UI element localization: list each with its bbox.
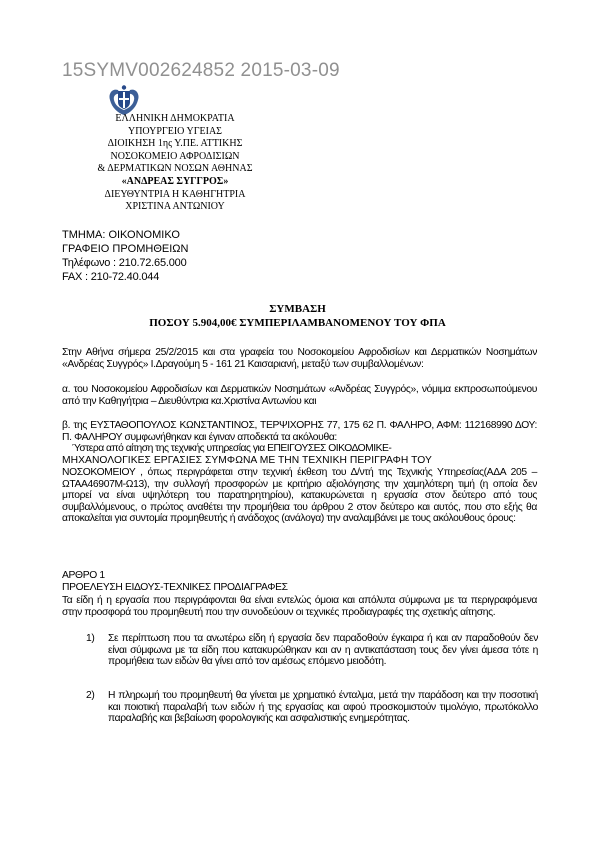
department-phone: Τηλέφωνο : 210.72.65.000 — [62, 257, 187, 269]
header-line: ΔΙΕΥΘΥΝΤΡΙΑ Η ΚΑΘΗΓΗΤΡΙΑ — [104, 188, 246, 200]
issuer-header — [60, 113, 290, 214]
list-item — [86, 633, 538, 668]
header-line: ΥΠΟΥΡΓΕΙΟ ΥΓΕΙΑΣ — [127, 125, 222, 137]
article-number: ΑΡΘΡΟ 1 — [62, 570, 105, 581]
department-section: ΤΜΗΜΑ: ΟΙΚΟΝΟΜΙΚΟ — [62, 229, 180, 241]
header-line: ΝΟΣΟΚΟΜΕΙΟ ΑΦΡΟΔΙΣΙΩΝ — [110, 150, 240, 162]
header-line: ΧΡΙΣΤΙΝΑ ΑΝΤΩΝΙΟΥ — [125, 201, 225, 213]
main-paragraph-line-2: ΜΗΧΑΝΟΛΟΓΙΚΕΣ ΕΡΓΑΣΙΕΣ ΣΥΜΦΩΝΑ ΜΕ ΤΗΝ ΤΕΧΝΙΚΗ ΠΕΡΙΓΡΑΦΗ ΤΟΥ — [62, 455, 432, 466]
contract-title: ΣΥΜΒΑΣΗ — [269, 303, 326, 315]
article-paragraph: Τα είδη ή η εργασία που περιγράφονται θα είναι εντελώς όμοια και απόλυτα σύμφωνα με τα περιγραφόμενα στην προσφορά του προμηθευτή που την συνοδεύουν οι τεχνικές προδιαγραφές της σχετικής αίτησης. — [62, 595, 537, 618]
department-office: ΓΡΑΦΕΙΟ ΠΡΟΜΗΘΕΙΩΝ — [62, 243, 189, 255]
intro-paragraph: Στην Αθήνα σήμερα 25/2/2015 και στα γραφεία του Νοσοκομείου Αφροδισίων και Δερματικών Νοσημάτων «Ανδρέας Συγγρός» Ι.Δραγούμη 5 - 161 21 Καισαριανή, μεταξύ των συμβαλλομένων: — [62, 347, 537, 370]
list-item-number: 1) — [86, 633, 95, 644]
list-item-text: Η πληρωμή του προμηθευτή θα γίνεται με χρηματικό ένταλμα, μετά την παράδοση και την ποσοτική και ποιοτική παραλαβή των ειδών ή της εργασίας και αφού προσκομιστούν τιμολόγιο, πρωτόκολλο παραλαβής και βεβαίωση φορολογικής και ασφαλιστικής ενημερότητας. — [108, 690, 538, 725]
header-line: ΔΙΟΙΚΗΣΗ 1ης Υ.ΠΕ. ΑΤΤΙΚΗΣ — [107, 138, 243, 150]
header-line: «ΑΝΔΡΕΑΣ ΣΥΓΓΡΟΣ» — [121, 175, 229, 187]
party-a-paragraph: α. του Νοσοκομείου Αφροδισίων και Δερματικών Νοσημάτων «Ανδρέας Συγγρός», νόμιμα εκπροσωπούμενου από την Καθηγήτρια – Διευθύντρια κα.Χριστίνα Αντωνίου και — [62, 384, 537, 407]
greek-emblem-icon — [106, 84, 142, 116]
list-item — [86, 690, 538, 725]
main-paragraph: ΝΟΣΟΚΟΜΕΙΟΥ , όπως περιγράφεται στην τεχνική έκθεση του Δ/ντή της Τεχνικής Υπηρεσίας(ΑΔΑ 205 –ΩΤΑΑ46907Μ-Ω13), την συλλογή προσφορών με κριτήριο αξιολόγησης την χαμηλότερη τιμή (η οποία δεν μπορεί να είναι υψηλότερη του παρατηρητηρίου), κατακυρώνεται η εργασία στον δεύτερο από τους συμβαλλόμενους, ο πρώτος αναθέτει την προμήθεια του άρθρου 2 στον δεύτερο και αυτός, που στο εξής θα αποκαλείται για συντομία προμηθευτής ή ανάδοχος (ανάλογα) την αναλαμβάνει με τους ακόλουθους όρους: — [62, 467, 537, 525]
document-id-stamp: 15SYMV002624852 2015-03-09 — [62, 60, 340, 81]
department-block — [62, 228, 188, 284]
party-b-paragraph: β. της ΕΥΣΤΑΘΟΠΟΥΛΟΣ ΚΩΝΣΤΑΝΤΙΝΟΣ, ΤΕΡΨΙΧΟΡΗΣ 77, 175 62 Π. ΦΑΛΗΡΟ, ΑΦΜ: 112168990 ΔΟΥ: Π. ΦΑΛΗΡΟΥ συμφωνήθηκαν και έγιναν αποδεκτά τα ακόλουθα: — [62, 420, 537, 443]
contract-amount-title: ΠΟΣΟΥ 5.904,00€ ΣΥΜΠΕΡΙΛΑΜΒΑΝΟΜΕΝΟΥ ΤΟΥ ΦΠΑ — [149, 317, 446, 329]
article-heading: ΠΡΟΕΛΕΥΣΗ ΕΙΔΟΥΣ-ΤΕΧΝΙΚΕΣ ΠΡΟΔΙΑΓΡΑΦΕΣ — [62, 582, 288, 593]
list-item-text: Σε περίπτωση που τα ανωτέρω είδη ή εργασία δεν παραδοθούν έγκαιρα ή και αν παραδοθούν δεν είναι σύμφωνα με τα είδη που κατακυρώθηκαν και αν η αντικατάσταση τους δεν γίνει άμεσα τότε η προμήθεια των ειδών θα γίνει από τον αμέσως επόμενο μειοδότη. — [108, 633, 538, 668]
main-paragraph-line-1: Ύστερα από αίτηση της τεχνικής υπηρεσίας για ΕΠΕΙΓΟΥΣΕΣ ΟΙΚΟΔΟΜΙΚΕ- — [72, 443, 392, 454]
header-line: & ΔΕΡΜΑΤΙΚΩΝ ΝΟΣΩΝ ΑΘΗΝΑΣ — [97, 163, 253, 175]
header-line: ΕΛΛΗΝΙΚΗ ΔΗΜΟΚΡΑΤΙΑ — [115, 113, 235, 124]
department-fax: FAX : 210-72.40.044 — [62, 271, 160, 283]
list-item-number: 2) — [86, 690, 95, 701]
